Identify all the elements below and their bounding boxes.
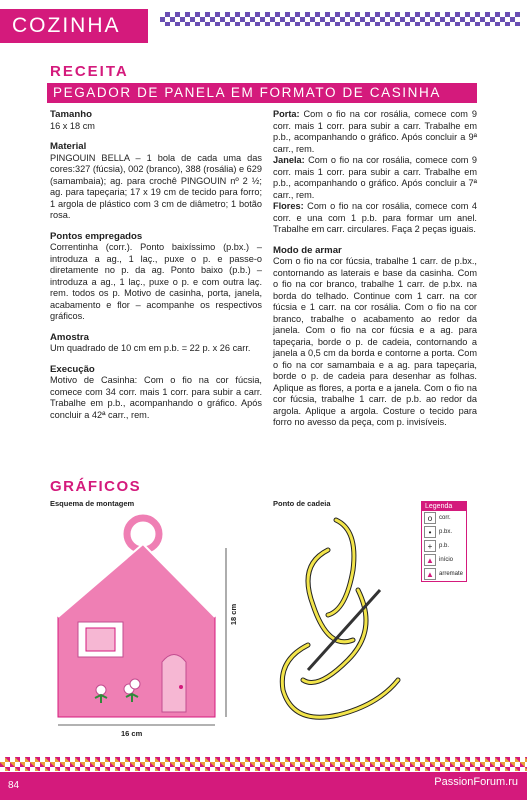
right-column bbox=[273, 109, 477, 438]
legend-label: p.bx. bbox=[439, 529, 453, 535]
janela-paragraph bbox=[273, 155, 477, 201]
legend-row bbox=[422, 567, 466, 581]
legend-row bbox=[422, 511, 466, 525]
legend-label: corr. bbox=[439, 515, 451, 521]
material-text: PINGOUIN BELLA – 1 bola de cada uma das cores:327 (fúcsia), 002 (branco), 388 (rosália) e 629 (samambaia); ag. para crochê PINGOUIN nº 2 ½; ag. para tapeçaria; 17 x 19 cm de tecido para forro; 1 argola de plástico com 3 cm de diâmetro; 1 botão rosa. bbox=[50, 152, 262, 220]
amostra-text: Um quadrado de 10 cm em p.b. = 22 p. x 26 carr. bbox=[50, 343, 251, 353]
door bbox=[162, 655, 186, 713]
execucao-text: Motivo de Casinha: Com o fio na cor fúcsia, comece com 34 corr. mais 1 corr. para subir a carr. Trabalhe em p.b., acompanhando o gráfico. Após concluir a 42ª carr., rem. bbox=[50, 375, 262, 420]
receita-label: RECEITA bbox=[50, 63, 129, 80]
page-number: 84 bbox=[8, 780, 20, 791]
dot-symbol-icon: • bbox=[424, 526, 436, 538]
porta-label: Porta: bbox=[273, 109, 300, 119]
esquema-label: Esquema de montagem bbox=[50, 499, 135, 508]
porta-paragraph bbox=[273, 109, 477, 155]
legend-row bbox=[422, 525, 466, 539]
window-pane bbox=[86, 628, 115, 651]
footer-checker-pattern bbox=[0, 757, 527, 771]
modo-text: Com o fio na cor fúcsia, trabalhe 1 carr. de p.bx., contornando as laterais e base da casinha. Com o fio na cor branco, trabalhe 1 carr. de p.bx. na borda do telhado. Continue com 1 carr. na cor fúcsia e 1 carr. na cor rosália. Com o fio na cor branco, trabalhe o acabamento ao redor da janela. Com o fio na cor fúcsia e a ag. para tapeçaria, borde o p. de cadeia, contornando a janela a 0,5 cm da borda e contorne a porta. Com o fio na cor samambaia e a ag. para tapeçaria, borde o p. de cadeia para desenhar as folhas. Aplique as flores, a porta e a janela. Com o fio na cor fúcsia, trabalhe 1 carr. de p.b. ao redor da argola. Aplique a argola. Costure o tecido para forro no avesso da peça, com p. invisíveis. bbox=[273, 256, 477, 427]
legend-label: p.b. bbox=[439, 543, 450, 549]
execucao-heading: Execução bbox=[50, 363, 95, 375]
legend-label: início bbox=[439, 557, 454, 563]
janela-label: Janela: bbox=[273, 155, 305, 165]
site-watermark: PassionForum.ru bbox=[431, 775, 521, 789]
flores-paragraph bbox=[273, 201, 477, 236]
recipe-title: PEGADOR DE PANELA EM FORMATO DE CASINHA bbox=[47, 83, 477, 103]
width-label: 16 cm bbox=[121, 729, 143, 738]
modo-heading: Modo de armar bbox=[273, 244, 342, 256]
material-heading: Material bbox=[50, 141, 87, 152]
chain-symbol-icon: o bbox=[424, 512, 436, 524]
section-tab: COZINHA bbox=[0, 9, 148, 43]
legend-title: Legenda bbox=[422, 502, 466, 511]
legend-row bbox=[422, 553, 466, 567]
flores-label: Flores: bbox=[273, 201, 304, 211]
header-checker-pattern bbox=[160, 12, 520, 26]
start-arrow-icon: ▲ bbox=[424, 554, 436, 566]
height-label: 18 cm bbox=[229, 603, 239, 626]
tamanho-heading: Tamanho bbox=[50, 109, 92, 120]
chain-stitch-diagram bbox=[268, 510, 418, 740]
end-arrow-icon: ▲ bbox=[424, 568, 436, 580]
pontos-text: Correntinha (corr.). Ponto baixíssimo (p.bx.) – introduza a ag., 1 laç., puxe o p. e passe-o diretamente no p. da ag. Ponto baixo (p.b.) – introduza a ag., 1 laç., puxe o p. e com outra laç. rem. todos os p. Motivo de casinha, porta, janela, acabamento e flor – acompanhe os respectivos gráficos. bbox=[50, 242, 262, 321]
legend-row bbox=[422, 539, 466, 553]
tamanho-text: 16 x 18 cm bbox=[50, 120, 95, 131]
janela-text: Com o fio na cor rosália, comece com 9 corr. mais 1 corr. para subir a carr. Trabalhe em p.b., acompanhando o gráfico. Após concluir a 7ª carr., rem. bbox=[273, 155, 477, 200]
porta-text: Com o fio na cor rosália, comece com 9 corr. mais 1 corr. para subir a carr. Trabalhe em p.b., acompanhando o gráfico. Após concluir a 9ª carr., rem. bbox=[273, 109, 477, 154]
ponto-cadeia-label: Ponto de cadeia bbox=[273, 499, 331, 508]
house-diagram bbox=[40, 512, 250, 742]
flower bbox=[96, 685, 106, 695]
legend-box bbox=[421, 501, 467, 582]
amostra-heading: Amostra bbox=[50, 331, 89, 343]
legend-label: arremate bbox=[439, 571, 464, 577]
left-column bbox=[50, 109, 262, 430]
flower bbox=[130, 679, 140, 689]
pontos-heading: Pontos empregados bbox=[50, 230, 143, 242]
door-knob bbox=[179, 685, 183, 689]
plus-symbol-icon: + bbox=[424, 540, 436, 552]
graficos-heading: GRÁFICOS bbox=[50, 478, 142, 495]
flores-text: Com o fio na cor rosália, comece com 4 corr. e una com 1 p.b. para formar um anel. Trabalhe em carr. circulares. Faça 2 peças iguais. bbox=[273, 201, 477, 234]
